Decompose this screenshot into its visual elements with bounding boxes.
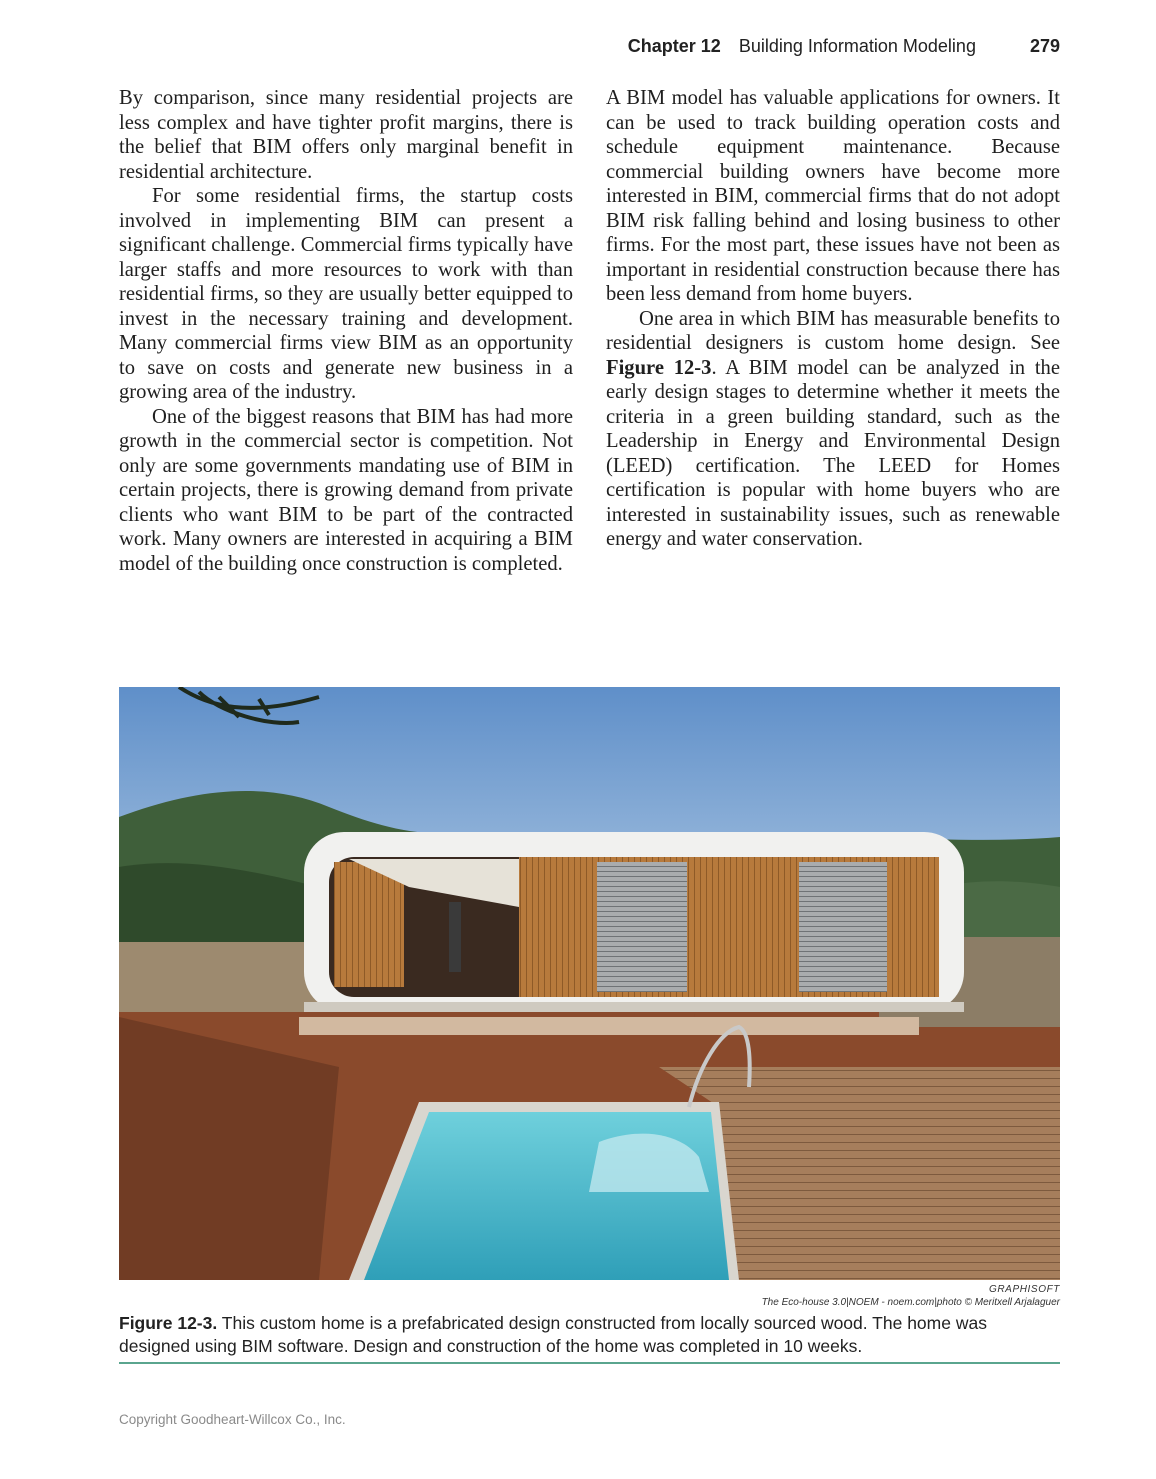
figure-credit-source: GRAPHISOFT (988, 1284, 1060, 1295)
stone-wall (119, 942, 319, 1012)
caption-divider (119, 1362, 1060, 1364)
chapter-title: Building Information Modeling (738, 36, 976, 56)
right-column (606, 86, 1060, 552)
figure-caption (119, 1312, 1060, 1358)
caption-text: This custom home is a prefabricated design constructed from locally sourced wood. The home was designed using BIM software. Design and construction of the home was completed in 10 weeks. (119, 1313, 987, 1356)
shutter (597, 862, 687, 992)
figure-photo (119, 687, 1060, 1280)
shutter (799, 862, 887, 992)
figure-reference-link[interactable]: Figure 12-3 (606, 356, 712, 379)
paragraph: For some residential firms, the startup costs involved in implementing BIM can present a significant challenge. Commercial firms typically have larger staffs and more resources to work with than residential firms, so they are usually better equipped to invest in the necessary training and development. Many commercial firms view BIM as an opportunity to save on costs and generate new business in a growing area of the industry. (119, 185, 573, 403)
paragraph: By comparison, since many residential projects are less complex and have tighter profit margins, there is the belief that BIM offers only marginal benefit in residential architecture. (119, 87, 573, 183)
paragraph (606, 307, 1060, 552)
figure-credit-photo: The Eco-house 3.0|NOEM - noem.com|photo © Meritxell Arjalaguer (761, 1297, 1060, 1308)
paragraph-text: One area in which BIM has measurable benefits to residential designers is custom home design. See (606, 307, 1060, 354)
caption-label: Figure 12-3. (119, 1313, 218, 1333)
eco-house-photo (119, 687, 1060, 1280)
paragraph: One of the biggest reasons that BIM has had more growth in the commercial sector is competition. Not only are some governments mandating use of BIM in certain projects, there is growing demand from private clients who want BIM to be part of the contracted work. Many owners are interested in acquiring a BIM model of the building once construction is completed. (119, 405, 573, 575)
running-header (628, 36, 1060, 57)
chapter-label: Chapter 12 (627, 36, 721, 56)
page-number: 279 (1029, 36, 1060, 56)
paragraph-text: . A BIM model can be analyzed in the early design stages to determine whether it meets the criteria in a green building standard, such as the Leadership in Energy and Environmental Design (LEED) certification. The LEED for Homes certification is popular with home buyers who are interested in sustainability issues, such as renewable energy and water conservation. (606, 356, 1060, 550)
paragraph: A BIM model has valuable applications for owners. It can be used to track building operation costs and schedule equipment maintenance. Because commercial building owners have become more interested in BIM, commercial firms that do not adopt BIM risk falling behind and losing business to other firms. For the most part, these issues have not been as important in residential construction because there has been less demand from home buyers. (606, 87, 1060, 305)
left-column (119, 86, 573, 576)
copyright-notice: Copyright Goodheart-Willcox Co., Inc. (119, 1412, 346, 1427)
